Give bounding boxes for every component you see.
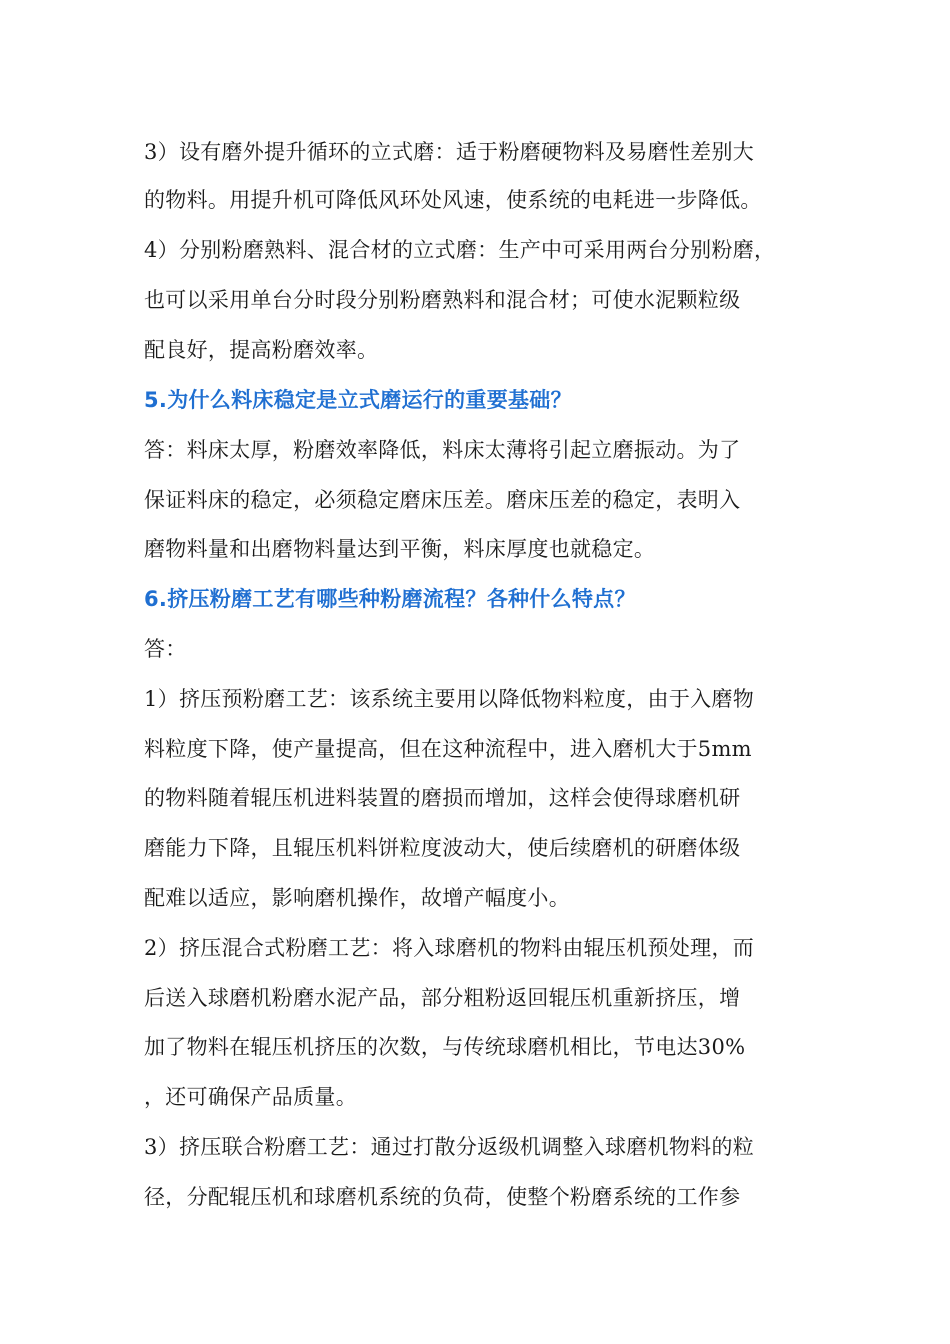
paragraph-line: 保证料床的稳定，必须稳定磨床压差。磨床压差的稳定，表明入 xyxy=(144,488,741,512)
paragraph-line: 磨物料量和出磨物料量达到平衡，料床厚度也就稳定。 xyxy=(144,537,656,561)
paragraph-line: 答： xyxy=(144,637,187,661)
paragraph-line: 也可以采用单台分时段分别粉磨熟料和混合材；可使水泥颗粒级 xyxy=(144,288,741,312)
paragraph-line: 答：料床太厚，粉磨效率降低，料床太薄将引起立磨振动。为了 xyxy=(144,438,741,462)
paragraph-line: 1）挤压预粉磨工艺：该系统主要用以降低物料粒度，由于入磨物 xyxy=(144,687,755,711)
paragraph-line: 后送入球磨机粉磨水泥产品，部分粗粉返回辊压机重新挤压，增 xyxy=(144,986,741,1010)
paragraph-line: 配难以适应，影响磨机操作，故增产幅度小。 xyxy=(144,886,570,910)
paragraph-line: 磨能力下降，且辊压机料饼粒度波动大，使后续磨机的研磨体级 xyxy=(144,836,741,860)
paragraph-line: 径，分配辊压机和球磨机系统的负荷，使整个粉磨系统的工作参 xyxy=(144,1185,741,1209)
paragraph-line: 的物料随着辊压机进料装置的磨损而增加，这样会使得球磨机研 xyxy=(144,786,741,810)
paragraph-line: 的物料。用提升机可降低风环处风速，使系统的电耗进一步降低。 xyxy=(144,188,762,212)
paragraph-line: 3）设有磨外提升循环的立式磨：适于粉磨硬物料及易磨性差别大 xyxy=(144,140,755,164)
paragraph-line: ，还可确保产品质量。 xyxy=(144,1085,357,1109)
paragraph-line: 配良好，提高粉磨效率。 xyxy=(144,338,379,362)
paragraph-line: 加了物料在辊压机挤压的次数，与传统球磨机相比，节电达30% xyxy=(144,1035,746,1059)
section-heading-5: 5.为什么料床稳定是立式磨运行的重要基础？ xyxy=(144,388,572,412)
paragraph-line: 3）挤压联合粉磨工艺：通过打散分返级机调整入球磨机物料的粒 xyxy=(144,1135,755,1159)
paragraph-line: 4）分别粉磨熟料、混合材的立式磨：生产中可采用两台分别粉磨， xyxy=(144,238,776,262)
paragraph-line: 2）挤压混合式粉磨工艺：将入球磨机的物料由辊压机预处理，而 xyxy=(144,936,755,960)
paragraph-line: 料粒度下降，使产量提高，但在这种流程中，进入磨机大于5mm xyxy=(144,737,752,761)
section-heading-6: 6.挤压粉磨工艺有哪些种粉磨流程？各种什么特点？ xyxy=(144,587,636,611)
